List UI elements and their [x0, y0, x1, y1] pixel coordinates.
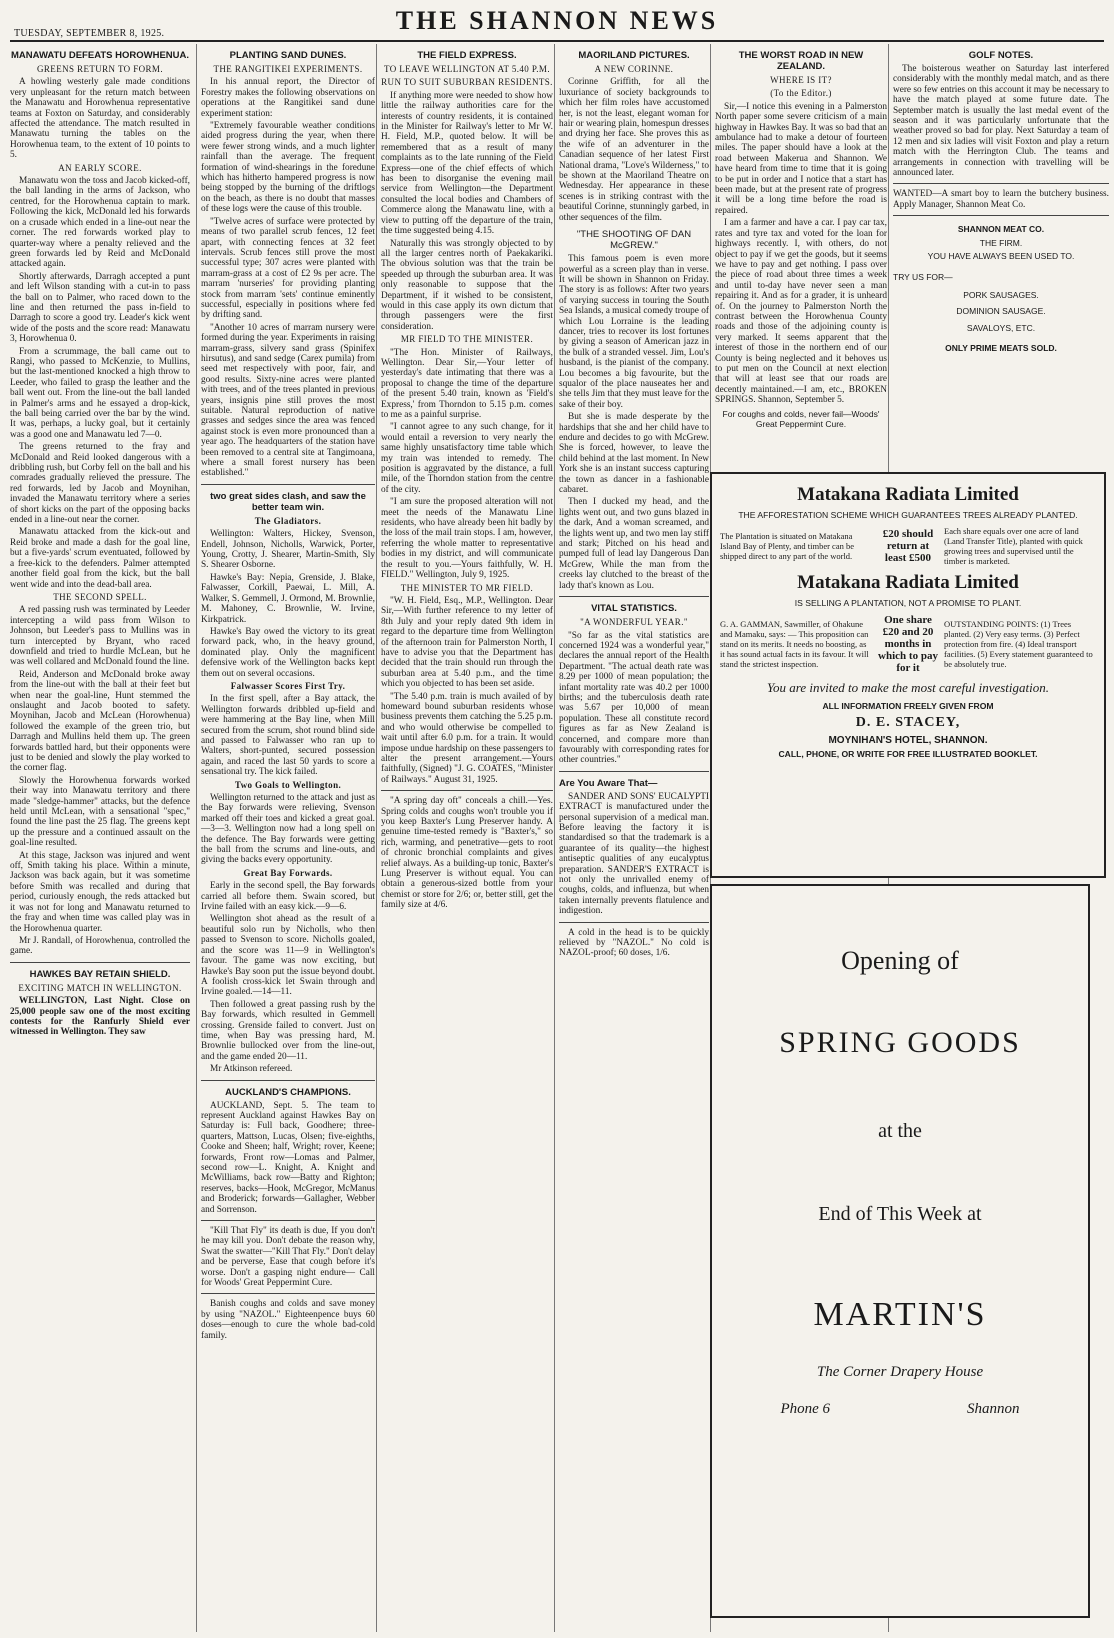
spring-at-the: at the	[878, 1120, 922, 1142]
column-4	[554, 44, 713, 1632]
subhead-gladiators: The Gladiators.	[254, 515, 322, 526]
divider	[559, 771, 709, 772]
meat-co-firm: THE FIRM.	[979, 237, 1023, 248]
matakana-row-2	[720, 614, 1096, 674]
paragraph: Reid, Anderson and McDonald broke away from the line-out with the ball at their feet but when near the goal-line, Hunt stemmed the onslaught and Jacob booted to safety. Moynihan, Jacob and McLean (Horowhenua) followed the example of the green trio, but Darragh and Mullins held them up. The green forwards battled hard, but their opponents were just to be denied and slowly the play worked to the corner flag.	[10, 669, 190, 774]
matakana-share: Each share equals over one acre of land (Land Transfer Title), planted with quick growing trees and supervised until the timber is marketed.	[944, 526, 1083, 566]
paragraph: In the first spell, after a Bay attack, the Wellington forwards dribbled up-field and were hammering at the Bay line, when Mill secured from the scrum, shot round blind side and passed to Falwasser who ran up to Walters, short-punted, secured possession again, and raced the last 50 yards to score a sensational try. The kick failed.	[201, 694, 375, 778]
paragraph: "The 5.40 p.m. train is much availed of by homeward bound suburban residents whose business prevents them catching the 5.25 p.m. and who would otherwise be compelled to wait until after 6.0 p.m. for a train. It would impose undue hardship on these passengers to alter the present arrangement.—Yours faithfully, (Signed) "J. G. COATES, "Minister of Railways." August 31, 1925.	[381, 691, 553, 785]
paragraph: A red passing rush was terminated by Leeder intercepting a wild pass from Wilson to Johnson, but Leeder's pass to Mullins was in turn intercepted by Bryant, who raced downfield and tried to hurdle McLean, but he was well collared and McDonald found the line.	[10, 605, 190, 668]
paragraph: "The Hon. Minister of Railways, Wellington. Dear Sir,—Your letter of yesterday's date intimating that there was a proposal to change the time of the departure of the present 5.40 train, known as 'Field's Express,' from Thorndon to 5.15 p.m. comes to me as a painful surprise.	[381, 347, 553, 420]
paragraph: "I am sure the proposed alteration will not meet the needs of the Manawatu Line residents, who have already been hit badly by the loss of the mail train stops. I am, however, referring the whole matter to representative bodies in my district, and will communicate the result to you.—Yours faithfully, W. H. FIELD." Wellington, July 9, 1925.	[381, 497, 553, 581]
paragraph: A howling westerly gale made conditions very unpleasant for the return match between the Manawatu and Horowhenua representative teams at Foxton on Saturday, and considerably affected the attendance. The match resulted in Manawatu turning the tables on the Horowhenua team, to the extent of 10 points to 5.	[10, 77, 190, 161]
subhead: Great Bay Forwards.	[243, 867, 333, 878]
matakana-row	[720, 526, 1096, 566]
paragraph: I am a farmer and have a car. I pay car tax, rates and tyre tax and voted for the loan for highways recently. I, with others, do not object to pay if we get the goods, but it seems we have to pay and get nothing. I pass over the piece of road about three times a week and until to-day have never seen a man repairing it. And as for a grader, it is unheard of. On the journey to Palmerston North the contrast between the Horowhenua County roads and those of the adjoining county is very marked. It seems apparent that the interest of those in the northern end of our County is being neglected and it behoves us to put men on the Council at next election that will at least see that our roads are decently maintained.—I am, etc., BROKEN SPRINGS. Shannon, September 5.	[715, 218, 887, 406]
column-1	[10, 44, 194, 1632]
paragraph: Mr J. Randall, of Horowhenua, controlled the game.	[10, 935, 190, 957]
subhead: THE SECOND SPELL.	[53, 591, 147, 602]
headline-manawatu: MANAWATU DEFEATS HOROWHENUA.	[10, 50, 190, 61]
matakana-call: CALL, PHONE, OR WRITE FOR FREE ILLUSTRATED BOOKLET.	[778, 749, 1038, 759]
meat-item: SAVALOYS, ETC.	[966, 322, 1036, 333]
issue-date: TUESDAY, SEPTEMBER 8, 1925.	[14, 28, 165, 39]
paragraph: "Extremely favourable weather conditions aided progress during the year, when there were fewer strong winds, and a much lighter rainfall than the average. The frequent formation of wind-shearings in the foredune which has hitherto hampered progress is now being stopped by the burning of the driftlogs on the beach, as there is no doubt that masses of these logs were the cause of this trouble.	[201, 121, 375, 215]
advert-baxters: "A spring day oft" conceals a chill.—Yes. Spring colds and coughs won't trouble you if you keep Baxter's Lung Preserver handy. A genuine time-tested remedy is "Baxter's," so rich, warming, and penetrative—gets to root of chronic bronchial complaints and gives relief always. As a building-up tonic, Baxter's Lung Preserver is without equal. You can obtain a generous-sized bottle from your chemist or store for 2/6; or, better still, get the family size at 4/6.	[381, 796, 553, 911]
subhead-exciting: EXCITING MATCH IN WELLINGTON.	[18, 982, 182, 993]
headline-dan-mcgrew: "THE SHOOTING OF DAN McGREW."	[576, 229, 692, 252]
divider	[10, 962, 190, 963]
meat-item: DOMINION SAUSAGE.	[956, 306, 1046, 317]
spring-end-of-week: End of This Week at	[818, 1203, 982, 1225]
matakana-scheme: THE AFFORESTATION SCHEME WHICH GUARANTEES TREES ALREADY PLANTED.	[738, 510, 1078, 520]
paragraph: "I cannot agree to any such change, for it would entail a reversion to very nearly the same highly unsatisfactory time table which my train was intended to remedy. The position is aggravated by the distance, a full mile, of the Thorndon station from the centre of the city.	[381, 422, 553, 495]
peppermint-tagline: For coughs and colds, never fail—Woods' Great Peppermint Cure.	[722, 408, 880, 429]
paragraph: Wellington returned to the attack and just as the Bay forwards were relieving, Svenson marked off their toes and kicked a great goal.—3—3. Wellington now had a long spell on the defence. The Bay forwards were getting the ball from the scrums and line-outs, and giving the backs every opportunity.	[201, 793, 375, 866]
matakana-one-share: One share £20 and 20 months in which to pay for it	[878, 614, 938, 674]
paragraph: SANDER AND SONS' EUCALYPTI EXTRACT is manufactured under the personal supervision of a medical man. Before leaving the factory it is standardised so that the trademark is a guarantee of its quality—the highest antiseptic qualities of any eucalyptus preparation. SANDER'S EXTRACT is not only the unrivalled enemy of coughs, colds, and influenza, but when taken internally prevents flatulence and indigestion.	[559, 791, 709, 917]
matakana-advert	[710, 472, 1106, 878]
spring-phone: Phone 6	[780, 1401, 831, 1417]
paragraph: "W. H. Field, Esq., M.P., Wellington. Dear Sir,—With further reference to my letter of 8th July and your reply dated 9th idem in regard to the departure time from Wellington of the afternoon train for Palmerston North, I have to advise you that the Department has decided that the train should run through the suburban area at 5.40 p.m., and the time which you objected to has been set aside.	[381, 595, 553, 690]
advert-wanted: WANTED—A smart boy to learn the butchery business. Apply Manager, Shannon Meat Co.	[893, 189, 1109, 210]
paragraph: Corinne Griffith, for all the luxuriance of society backgrounds to which her film roles have accustomed her, is not the least, elegant woman for hair or wearing plain, homespun dresses and drying her face. She proves this as the wife of an adventurer in the Canadian sequence of her latest First National drama, "Love's Wilderness," to be shown at the Maoriland Theatre on Wednesday. Her appearance in these scenes is in striking contrast with the beautiful Corinne, stunningly garbed, in other sequences of the film.	[559, 77, 709, 223]
matakana-title: Matakana Radiata Limited	[797, 484, 1019, 505]
subhead: MR FIELD TO THE MINISTER.	[400, 334, 534, 345]
subhead: AN EARLY SCORE.	[58, 162, 142, 173]
column-3	[376, 44, 557, 1632]
spring-town: Shannon	[967, 1401, 1020, 1417]
masthead	[10, 4, 1104, 42]
paragraph: Then followed a great passing rush by the Bay forwards, which resulted in Gemmell crossing. Grenside failed to convert. Just on time, when Bay was pressing hard, M. Brownlie bullocked over from the line-out, and the game ended 20—11.	[201, 999, 375, 1062]
matakana-gamman: G. A. GAMMAN, Sawmiller, of Ohakune and Mamaku, says: — This proposition can stand on its merits. It needs no boosting, as it has sound actual facts in its favour. It will stand the strictest inspection.	[720, 619, 869, 669]
paragraph: In his annual report, the Director of Forestry makes the following observations on operations at the Rangitikei sand dune experiment station:	[201, 77, 375, 119]
paragraph: From a scrummage, the ball came out to Rangi, who passed to McKenzie, to Mullins, but the last-mentioned knocked a high throw to Leeder, who failed to grasp the leather and the ball went out. From the line-out the ball landed in Palmer's arms and he essayed a drop-kick, the ball being carried over the bar by the wind. It was, perhaps, a lucky goal, but it certainly was a good one and Manawatu led 7—0.	[10, 346, 190, 440]
matakana-hotel: MOYNIHAN'S HOTEL, SHANNON.	[828, 735, 988, 746]
subhead: THE MINISTER TO MR FIELD.	[400, 582, 534, 593]
paragraph: Hawke's Bay owed the victory to its great forward pack, who, in the heavy ground, dominated play. Only the magnificent defensive work of the Wellington backs kept them out on several occasions.	[201, 626, 375, 679]
divider	[559, 596, 709, 597]
matakana-selling: IS SELLING A PLANTATION, NOT A PROMISE TO PLANT.	[794, 598, 1022, 608]
paragraph: WELLINGTON, Last Night. Close on 25,000 people saw one of the most exciting contests for the Ranfurly Shield ever witnessed in Wellington. They saw	[10, 996, 190, 1038]
paragraph: "So far as the vital statistics are concerned 1924 was a wonderful year," declares the annual report of the Health Department. "The actual death rate was 8.29 per 1000 of mean population; the infant mortality rate was 40.2 per 1000 births; and the tuberculosis death rate was 5.67 per 10,000 of mean population. These all constitute record figures as far as New Zealand is concerned, and compare more than favourably with corresponding rates for other countries."	[559, 630, 709, 766]
paragraph: The greens returned to the fray and McDonald and Reid looked dangerous with a dribbling rush, but Corby fell on the ball and his comrades gradually relieved the pressure. The red forwards, led by Jacob and Moynihan, invaded the Manawatu territory where a series of short kicks on the part of the opposing backs ended in a line-out near the corner.	[10, 442, 190, 526]
advert-nazol-cold: A cold in the head is to be quickly relieved by "NAZOL." No cold is NAZOL-proof; 60 doses, 1/6.	[559, 927, 709, 959]
matakana-plantation: The Plantation is situated on Matakana Island Bay of Plenty, and timber can be shipped direct to any part of the world.	[720, 531, 854, 561]
headline-vital-statistics: VITAL STATISTICS.	[591, 603, 677, 615]
divider	[201, 1293, 375, 1294]
advert-nazol: Banish coughs and colds and save money by using "NAZOL." Eighteenpence buys 60 doses—enough to cure the whole bad-cold family.	[201, 1299, 375, 1341]
subhead: Two Goals to Wellington.	[234, 779, 342, 790]
paragraph: At this stage, Jackson was injured and went off, Smith taking his place. Within a minute, Jackson was back again, but it was sometime before Smith was recalled and during that period, curiously enough, the reds attacked but it was not for long and Manawatu returned to the fray and when time was called play was in the Horowhenua quarter.	[10, 850, 190, 934]
headline-golf: GOLF NOTES.	[968, 50, 1034, 61]
paragraph: This famous poem is even more powerful as a screen play than in verse. It will be shown in Shannon on Friday. The story is as follows: After two years of varying success in touring the South Sea Islands, a musical comedy troupe of which Lou Lorraine is the leading dancer, tries to recover its lost fortunes by giving a season of American jazz in the bulk of a stranded vessel. Jim, Lou's husband, is the pianist of the company. Lou becomes a big favourite, but the squalor of the place nauseates her and she tells Jim that they must leave for the sake of their boy.	[559, 254, 709, 410]
matakana-info: ALL INFORMATION FREELY GIVEN FROM	[822, 701, 994, 711]
spring-contact	[712, 1401, 1088, 1418]
meat-co-heading: SHANNON MEAT CO.	[957, 224, 1045, 235]
meat-co-try: TRY US FOR—	[893, 271, 953, 282]
divider	[559, 922, 709, 923]
paragraph: Early in the second spell, the Bay forwards carried all before them. Swain scored, but Irvine failed with an easy kick.—9—6.	[201, 881, 375, 913]
paragraph: "Twelve acres of surface were protected by means of two parallel scrub fences, 12 feet apart, with connecting fences at 32 feet intervals. Scrub fences still prove the most successful type; 307 acres were planted with marram-grass at a cost of £2 9s per acre. The marram 'nurseries' for providing planting stock from marram 'sets' continue eminently successful, especially in positions where fed by drifting sand.	[201, 216, 375, 321]
subhead-suburban: RUN TO SUIT SUBURBAN RESIDENTS.	[381, 77, 553, 88]
paragraph: "Another 10 acres of marram nursery were formed during the year. Experiments in raising marram-grass, silvery sand grass (Spinifex hirsutus), and sand sedge (Carex pumila) from seed met respectively with poor, fair, and good results. Sixty-nine acres were planted with trees, and of the trees planted in previous years, insignis pine still proves the most suitable. Natural reproduction of native grasses and sedges since the area was fenced against stock is even more pronounced than a year ago. The headquarters of the station have been removed to a central site at Tangimoana, where a small forest nursery has been established."	[201, 322, 375, 479]
paragraph: But she is made desperate by the hardships that she and her child have to endure and decides to go with McGrew. She is forced, however, to leave the child behind at the last moment. In New York she is an instant success capturing the town as dancer in a fashionable cabaret.	[559, 412, 709, 496]
matakana-points: OUTSTANDING POINTS: (1) Trees planted. (2) Very easy terms. (3) Perfect protection from fire. (4) Ideal transport facilities. (5) Every statement guaranteed to be absolutely true.	[944, 619, 1093, 669]
subhead-leave: TO LEAVE WELLINGTON AT 5.40 P.M.	[384, 64, 550, 74]
subhead-where: WHERE IS IT?	[770, 75, 832, 85]
meat-co-only: ONLY PRIME MEATS SOLD.	[945, 343, 1057, 354]
meat-item: PORK SAUSAGES.	[963, 289, 1039, 300]
paragraph: Naturally this was strongly objected to by all the larger centres north of Paekakariki. The obvious solution was that the train be speeded up through the suburban area. It was only reasonable to suppose that the Department, if it wished to be consistent, would in this case apply its own dictum that through passengers were the first consideration.	[381, 238, 553, 332]
advert-kill-that-fly: "Kill That Fly" its death is due, If you don't he may kill you. Don't debate the reason why, Swat the swatter—"Kill That Fly." Don't delay and be perverse, Ease that cough before it's worse. Don't a gasping night endure— Call for Woods' Great Peppermint Cure.	[201, 1226, 375, 1289]
column-2	[196, 44, 379, 1632]
divider	[893, 215, 1109, 216]
meat-co-used: YOU HAVE ALWAYS BEEN USED TO.	[927, 251, 1075, 262]
paragraph: Slowly the Horowhenua forwards worked their way into Manawatu territory and there made "sledge-hammer" attacks, but the defence held until McLean, with a sensational "spec," found the line past the 25 flag. The greens kept up the pressure and a continued assault on the goal-line resulted.	[10, 775, 190, 849]
matakana-title-2: Matakana Radiata Limited	[797, 572, 1019, 593]
paragraph: Sir,—I notice this evening in a Palmerston North paper some severe criticism of a main highway in Hawkes Bay. It was so bad that an ambulance had to make a detour of fourteen miles. The paper should have a look at the road between Makerua and Shannon. We have heard from time to time that it is going to be put in order and I notice that a start has been made, but at the present rate of progress it will be a long time before the road is repaired.	[715, 101, 887, 216]
newspaper-title: THE SHANNON NEWS	[395, 6, 719, 35]
paragraph: If anything more were needed to show how little the railway authorities care for the interests of country residents, it is contained in the Minister for Railway's letter to Mr W. H. Field, M.P., quoted below. It will be remembered that as a result of many complaints as to the late running of the Field Express—one of the chief effects of which has been to disorganise the evening mail service from Wellington—the Department consulted the local bodies and Chambers of Commerce along the Manawatu line, with a view to putting off the departure of the train, the time suggested being 4.15.	[381, 90, 553, 237]
paragraph: The boisterous weather on Saturday last interfered considerably with the monthly medal match, and as there were so few entries on this account it may be necessary to have the match played at some future date. The September match is usually the last medal event of the season and it was particularly unfortunate that the weather proved so bad for play. Next Saturday a team of 12 men and six ladies will visit Foxton and play a return match with the Herrington Club. The teams and arrangements in connection with travelling will be announced later.	[893, 64, 1109, 179]
spring-martins: MARTIN'S	[813, 1296, 987, 1333]
matakana-stacey: D. E. STACEY,	[855, 715, 961, 730]
spring-corner-drapery: The Corner Drapery House	[816, 1364, 984, 1380]
subhead-corinne: A NEW CORINNE.	[594, 64, 674, 74]
paragraph: Shortly afterwards, Darragh accepted a punt and left Wilson standing with a cut-in to pass the ball on to Palmer, who raced down to the line and then returned the pass in-field to Darragh to score a good try. Leader's kick went wide of the posts and the score read: Manawatu 3, Horowhenua 0.	[10, 271, 190, 345]
paragraph: Manawatu attacked from the kick-out and Reid broke and made a dash for the goal line, but a five-yards' scrum eventuated, followed by a free-kick to the defenders. Palmer attempted another field goal from the kick, but the ball went wide and into the dead-ball area.	[10, 527, 190, 590]
paragraph: Hawke's Bay: Nepia, Grenside, J. Blake, Falwasser, Corkill, Paewai, L. Mill, A. Walker, S. Gemmell, J. Ormond, M. Brownlie, M. Mahoney, C. Brownlie, W. Irvine, Kirkpatrick.	[201, 572, 375, 625]
spring-goods: SPRING GOODS	[779, 1026, 1021, 1059]
matakana-return: £20 should return at least £500	[882, 528, 934, 564]
divider	[201, 484, 375, 485]
matakana-invite: You are invited to make the most careful investigation.	[767, 680, 1049, 695]
columns	[10, 44, 1109, 1632]
headline-field-express: THE FIELD EXPRESS.	[417, 50, 517, 61]
spring-opening: Opening of	[841, 946, 959, 975]
paragraph: Mr Atkinson refereed.	[210, 1064, 293, 1075]
headline-great-sides: two great sides clash, and saw the better team win.	[210, 490, 366, 513]
subhead-editor: (To the Editor.)	[770, 88, 832, 99]
divider	[381, 790, 553, 791]
subhead-rangitikei: THE RANGITIKEI EXPERIMENTS.	[213, 64, 363, 74]
headline-auckland: AUCKLAND'S CHAMPIONS.	[225, 1086, 351, 1098]
headline-are-you-aware: Are You Aware That—	[559, 777, 658, 789]
paragraph: Then I ducked my head, and the lights went out, and two guns blazed in the dark, And a woman screamed, and the lights went up, and two men lay stiff and stark; Pitched on his head and pumped full of lead lay Dangerous Dan McGrew, While the man from the creeks lay clutched to the breast of the lady that's known as Lou.	[559, 497, 709, 591]
subhead: Falwasser Scores First Try.	[230, 680, 346, 691]
divider	[201, 1220, 375, 1221]
divider	[893, 183, 1109, 184]
divider	[201, 1080, 375, 1081]
headline-worst-road: THE WORST ROAD IN NEW ZEALAND.	[738, 50, 864, 72]
headline-maoriland: MAORILAND PICTURES.	[578, 50, 690, 61]
paragraph: Wellington: Walters, Hickey, Svenson, Endell, Johnson, Nicholls, Warwick, Porter, Young, Crotty, J. Shearer, Martin-Smith, Sly S. Shearer Osborne.	[201, 529, 375, 571]
paragraph: Wellington shot ahead as the result of a beautiful solo run by Nicholls, who then passed to Svenson to score. Nicholls goaled, and the score was 11—9 in Wellington's favour. The game was now exciting, but Hawke's Bay soon put the issue beyond doubt. A foolish cross-kick let Swain through and Irvine goaled.—14—11.	[201, 914, 375, 998]
headline-sand-dunes: PLANTING SAND DUNES.	[229, 50, 347, 61]
spring-goods-advert	[710, 884, 1090, 1618]
subhead-wonderful: "A WONDERFUL YEAR."	[580, 617, 688, 628]
subhead-greens: GREENS RETURN TO FORM.	[37, 64, 163, 74]
paragraph: Manawatu won the toss and Jacob kicked-off, the ball landing in the arms of Jackson, who centred, for the Horowhenua captain to mark. Following the kick, McDonald led his forwards on a crusade which ended in a line-out near the corner. The red forwards worked play to quarter-way where a penalty relieved and the green forwards led by Reid and McDonald attacked again.	[10, 176, 190, 270]
headline-hawkes-bay: HAWKES BAY RETAIN SHIELD.	[29, 968, 171, 980]
paragraph: AUCKLAND, Sept. 5. The team to represent Auckland against Hawkes Bay on Saturday is: Full back, Goodhere; three-quarters, Mattson, Lucas, Olsen; five-eighths, Cooke and Sheen; half, Wright; rover, Keene; forwards, Front row—Lomas and Palmer, second row—L. Knight, A. Knight and McWilliams, back row—Batty and Righton; reserves, backs—Hook, McGregor, McManus and Broderick; forwards—Gallagher, Webber and Sorrenson.	[201, 1100, 375, 1215]
